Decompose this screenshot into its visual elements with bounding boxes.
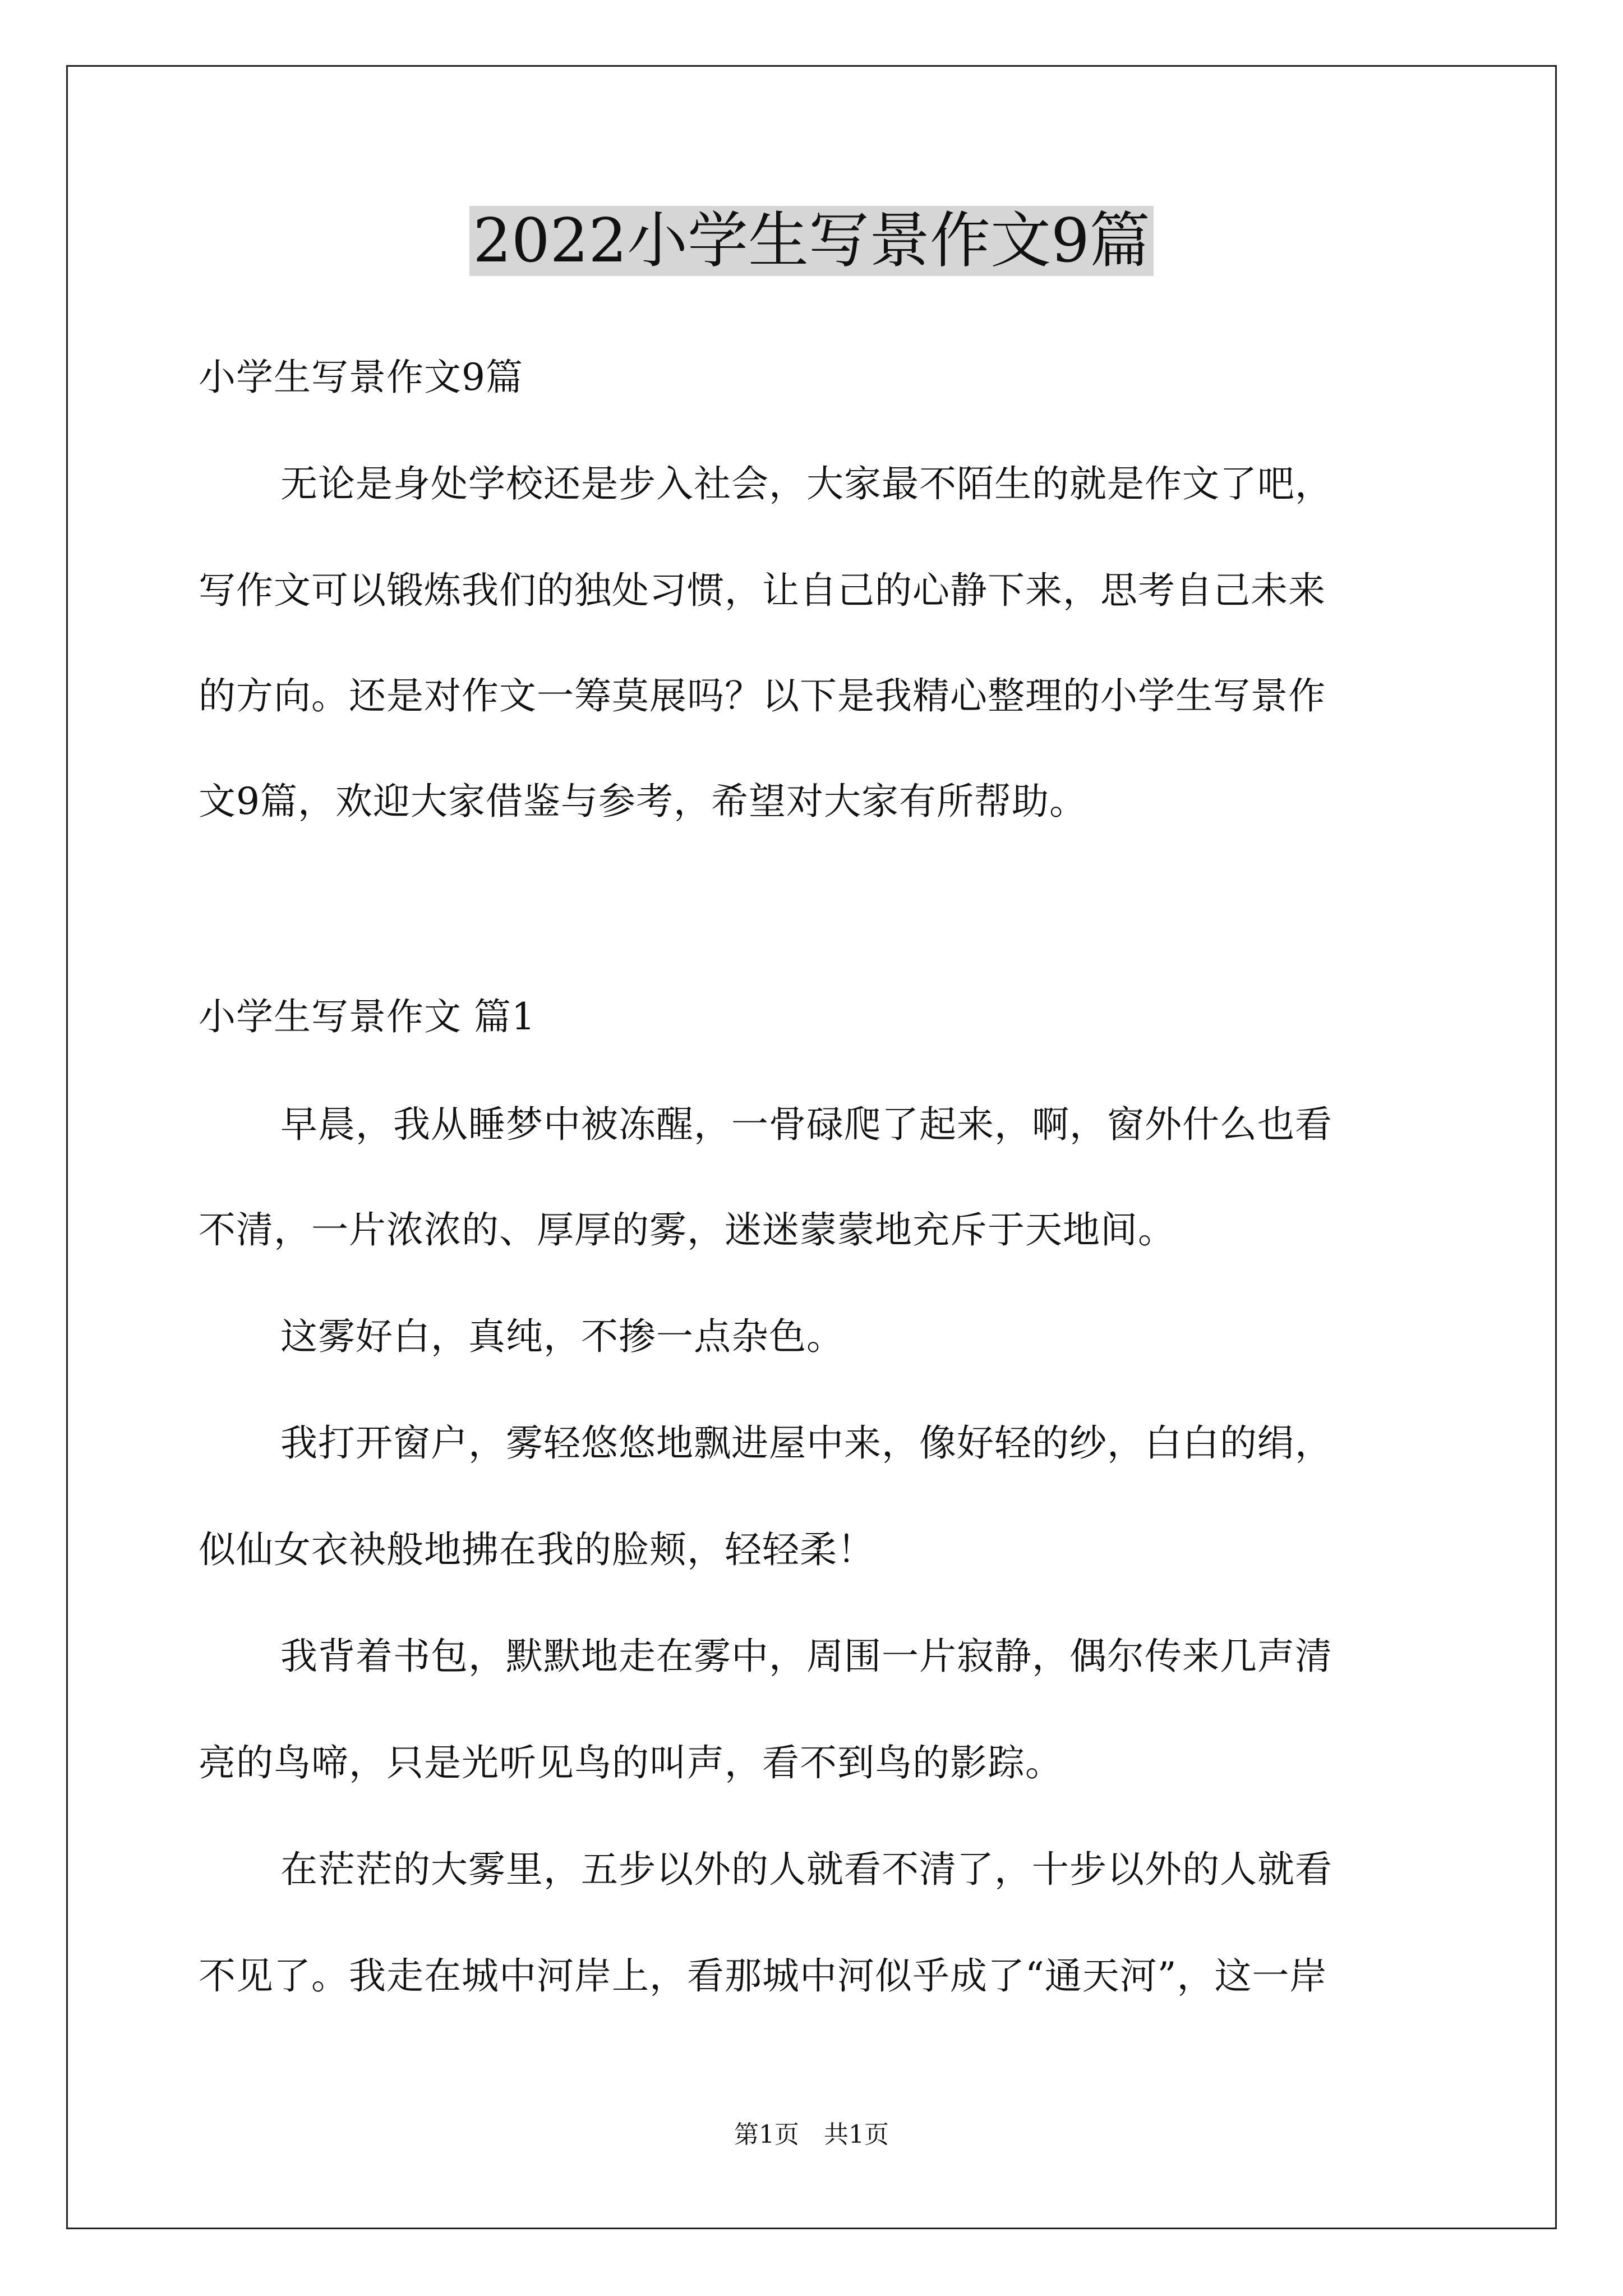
body-line-3: 这雾好白，真纯，不掺一点杂色。 <box>280 1315 844 1358</box>
body-line-2: 不清，一片浓浓的、厚厚的雾，迷迷蒙蒙地充斥于天地间。 <box>199 1208 1175 1251</box>
intro-line-3: 的方向。还是对作文一筹莫展吗？以下是我精心整理的小学生写景作 <box>199 674 1326 717</box>
section-heading: 小学生写景作文 篇1 <box>199 995 536 1038</box>
body-line-4: 我打开窗户，雾轻悠悠地飘进屋中来，像好轻的纱，白白的绢， <box>280 1421 1332 1465</box>
intro-line-4: 文9篇，欢迎大家借鉴与参考，希望对大家有所帮助。 <box>199 780 1087 823</box>
document-subtitle: 小学生写景作文9篇 <box>199 356 523 399</box>
body-line-5: 似仙女衣袂般地拂在我的脸颊，轻轻柔！ <box>199 1528 875 1571</box>
intro-line-2: 写作文可以锻炼我们的独处习惯，让自己的心静下来，思考自己未来 <box>199 569 1326 612</box>
body-line-1: 早晨，我从睡梦中被冻醒，一骨碌爬了起来，啊，窗外什么也看 <box>280 1103 1332 1146</box>
body-line-8: 在茫茫的大雾里，五步以外的人就看不清了，十步以外的人就看 <box>280 1848 1332 1891</box>
body-line-9: 不见了。我走在城中河岸上，看那城中河似乎成了“通天河”，这一岸 <box>199 1954 1327 1998</box>
intro-line-1: 无论是身处学校还是步入社会，大家最不陌生的就是作文了吧， <box>280 462 1332 505</box>
body-line-7: 亮的鸟啼，只是光听见鸟的叫声，看不到鸟的影踪。 <box>199 1741 1063 1784</box>
body-line-6: 我背着书包，默默地走在雾中，周围一片寂静，偶尔传来几声清 <box>280 1635 1332 1678</box>
page-footer: 第1页 共1页 <box>734 2120 889 2149</box>
document-title: 2022小学生写景作文9篇 <box>0 203 1623 279</box>
